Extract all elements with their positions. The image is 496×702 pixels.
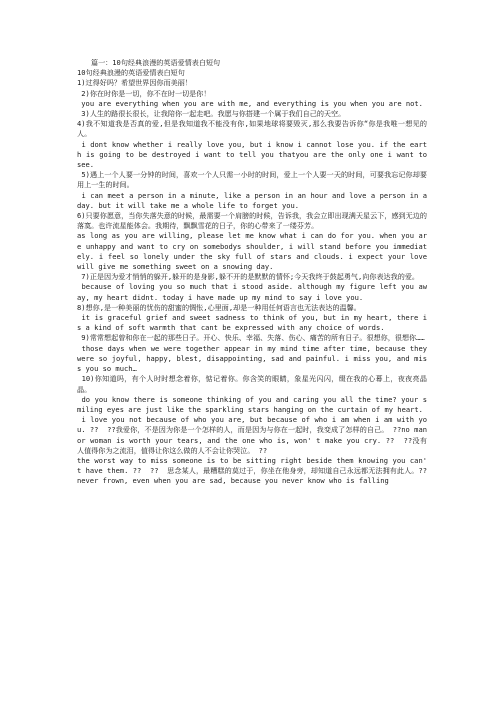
paragraph: 10)你知道吗，有个人时时想念着你，惦记着你。你含笑的眼睛，象星光闪闪，缀在我的心幕上，夜夜亮晶晶。 xyxy=(77,374,427,394)
paragraph: you are everything when you are with me, and everything is you when you are not. xyxy=(77,98,423,108)
paragraph: 5)遇上一个人要一分钟的时间，喜欢一个人只需一小时的时间，爱上一个人要一天的时间，可要我忘记你却要用上一生的时间。 xyxy=(77,170,427,190)
paragraph: do you know there is someone thinking of you and caring you all the time? your smiling eyes are just like the sparkling stars hanging on the curtain of my heart. xyxy=(77,394,427,414)
paragraph: 9)常常想起曾和你在一起的那些日子。开心、快乐、幸福、失落、伤心、痛苦的所有日子。很想你，很想你…… xyxy=(77,333,425,343)
paragraph: i dont know whether i really love you, but i know i cannot lose you. if the earth is going to be destroyed i want to tell you thatyou are the only one i want to see. xyxy=(77,139,432,170)
paragraph: 6)只要你愿意，当你失落失意的时候，最需要一个肩膀的时候，告诉我，我会立即出现满天星云下，感到无边的落寞。也许流星能体会。我期待，飘飘雪花的日子，你的心带来了一缕芬芳。 xyxy=(77,211,427,231)
paragraph: those days when we were together appear in my mind time after time, because they were so joyful, happy, blest, disappointing, sad and painful. i miss you, and miss you so much… xyxy=(77,343,432,374)
paragraph: because of loving you so much that i stood aside. although my figure left you away, my heart didnt. today i have made up my mind to say i love you. xyxy=(77,282,427,302)
paragraph: it is graceful grief and sweet sadness to think of you, but in my heart, there is a kind of soft warmth that cant be expressed with any choice of words. xyxy=(77,313,427,333)
paragraph: i can meet a person in a minute, like a person in an hour and love a person in a day. but it will take me a whole life to forget you. xyxy=(77,190,432,210)
paragraph: 4)我不知道我是否真的爱,但是我知道我不能没有你,如果地球将要毁灭,那么我要告诉你“你是我唯一想见的人。 xyxy=(77,119,427,139)
paragraph: i love you not because of who you are, but because of who i am when i am with you. ?? ??我爱你，不是因为你是一个怎样的人，而是因为与你在一起时，我变成了怎样的自己。 ??no man or woman is worth your tears, and the one who is, won' t make you cry. ?? ??没有人值得你为之流泪，值得让你这么做的人不会让你哭泣。 ?? xyxy=(77,415,432,455)
paragraph: 2)你在时你是一切，你不在时一切是你！ xyxy=(77,88,211,98)
paragraph: as long as you are willing, please let me know what i can do for you. when you are unhappy and want to cry on somebodys shoulder, i will stand before you immediately. i feel so lonely under the sky full of stars and clouds. i expect your love will give me something sweet on a snowing day. xyxy=(77,231,432,272)
paragraph: the worst way to miss someone is to be sitting right beside them knowing you can' t have them. ?? ?? 思念某人，最糟糕的莫过于，你坐在他身旁，却知道自己永远都无法拥有此人。?? never frown, even when you are sad, because you never know who is falling xyxy=(77,455,436,486)
document-title: 篇一：10句经典浪漫的英语爱情表白短句 xyxy=(91,58,221,67)
paragraph: 3)人生的路很长很长，让我陪你一起走吧。我愿与你搭建一个属于我们自己的天空。 xyxy=(77,109,346,119)
paragraph: 8)想你,是一种美丽的忧伤的甜蜜的惆怅,心里面,却是一种用任何语言也无法表达的温馨。 xyxy=(77,302,361,312)
document-page xyxy=(77,58,436,487)
paragraph: 10句经典浪漫的英语爱情表白短句 xyxy=(77,68,185,78)
paragraph: 7)正是因为爱才悄悄的躲开,躲开的是身影,躲不开的是默默的情怀;今天我终于鼓起勇气,向你表达我的爱。 xyxy=(77,272,420,282)
paragraph: 1)过得好吗？希望世界因你而美丽！ xyxy=(77,78,192,88)
